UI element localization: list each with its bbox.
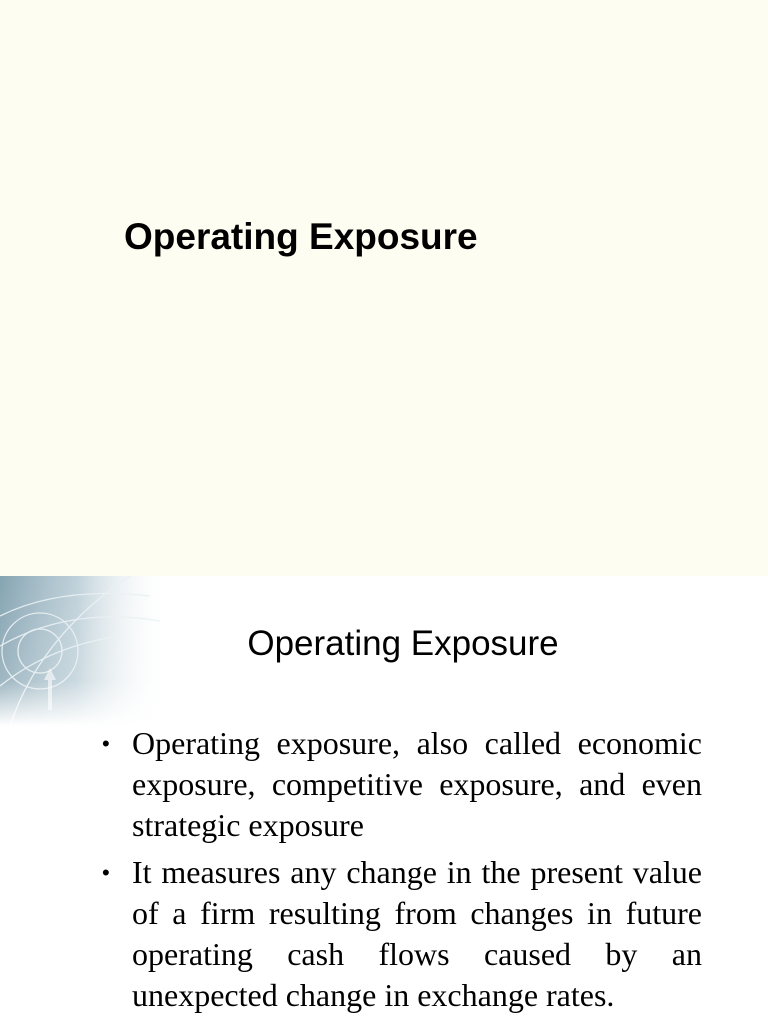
list-item-text: It measures any change in the present value of a firm resulting from changes in future operating cash flows caused by an unexpected change in exchange rates. [132,854,702,1013]
bullet-symbol: • [102,860,110,885]
bullet-symbol: • [102,731,110,756]
list-item [102,852,702,1016]
list-item [102,723,702,846]
bullet-list [102,723,702,1022]
content-slide [0,576,768,1024]
content-slide-heading: Operating Exposure [247,624,559,663]
list-item-text: Operating exposure, also called economic exposure, competitive exposure, and even strategic exposure [132,725,702,843]
title-slide-heading: Operating Exposure [124,216,478,257]
